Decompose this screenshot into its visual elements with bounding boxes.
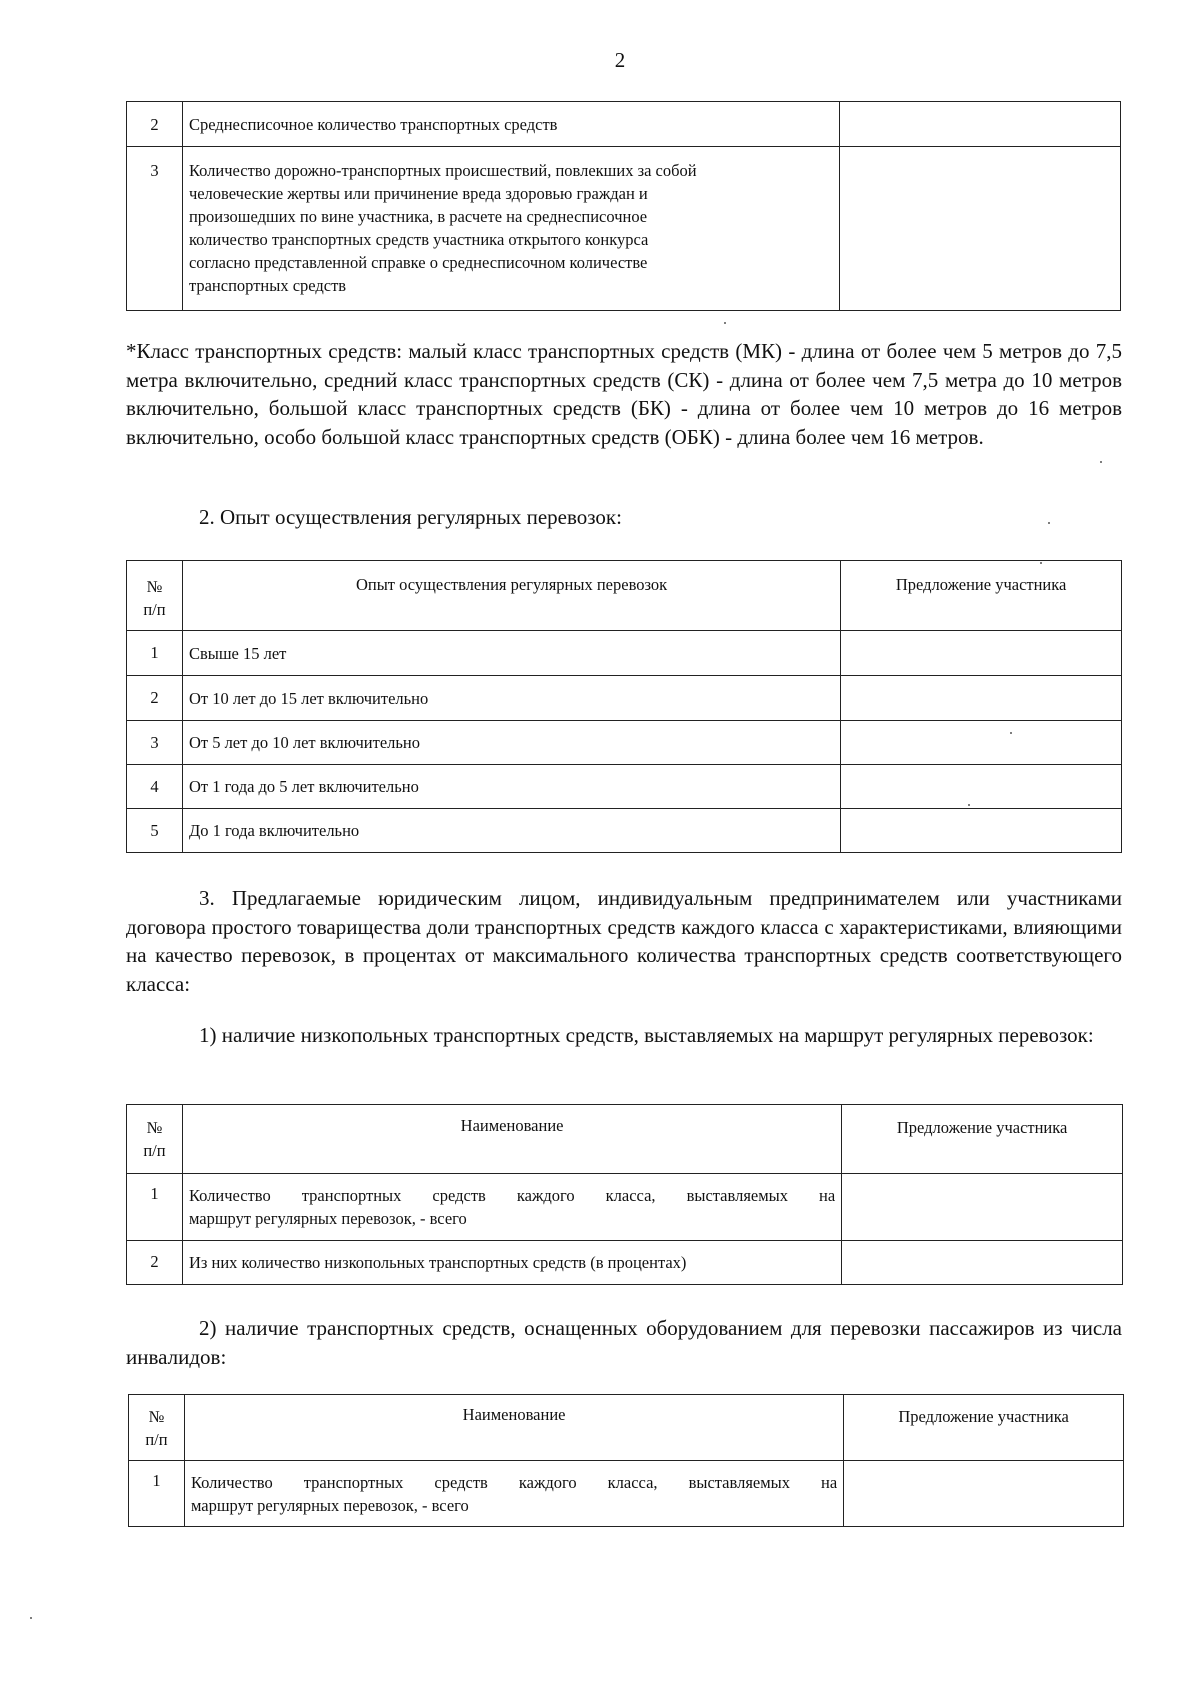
scan-speck	[1010, 732, 1012, 734]
row-text-line: человеческие жертвы или причинение вреда здоровью граждан и	[188, 184, 648, 203]
section-3-1-text: 1) наличие низкопольных транспортных средств, выставляемых на маршрут регулярных перевозок:	[199, 1023, 1094, 1047]
row-number: 1	[129, 1461, 185, 1527]
table-row	[127, 631, 1122, 676]
experience-table	[126, 560, 1122, 853]
row-number: 2	[127, 1241, 183, 1285]
table-header	[127, 561, 1122, 631]
row-number: 3	[127, 721, 183, 765]
row-number: 1	[127, 1174, 183, 1241]
table-row	[127, 147, 1121, 311]
table-row	[127, 809, 1122, 853]
scan-speck	[724, 322, 726, 324]
offer-cell[interactable]	[842, 1241, 1123, 1285]
section-3-2-text: 2) наличие транспортных средств, оснащенных оборудованием для перевозки пассажиров из числа инвалидов:	[126, 1316, 1122, 1369]
scan-speck	[1100, 461, 1102, 463]
row-text-line: маршрут регулярных перевозок, - всего	[188, 1209, 467, 1228]
table-header	[129, 1395, 1124, 1461]
header-offer: Предложение участника	[841, 561, 1122, 631]
footnote-vehicle-classes: *Класс транспортных средств: малый класс транспортных средств (МК) - длина от более чем 5 метров до 7,5 метра включительно, средний класс транспортных средств (СК) - длина от более чем 7,5 метра до 10 метров включительно, большой класс транспортных средств (БК) - длина от более чем 10 метров до 16 метров включительно, особо большой класс транспортных средств (ОБК) - длина более чем 16 метров.	[126, 339, 1122, 449]
offer-cell[interactable]	[841, 676, 1122, 721]
row-text	[182, 147, 839, 311]
row-number: 5	[127, 809, 183, 853]
row-text-line: маршрут регулярных перевозок, - всего	[190, 1496, 469, 1515]
row-text	[184, 1461, 843, 1527]
row-text: От 10 лет до 15 лет включительно	[182, 676, 840, 721]
row-text-line: количество транспортных средств участника открытого конкурса	[188, 230, 649, 249]
table-row	[127, 765, 1122, 809]
section-3-text: 3. Предлагаемые юридическим лицом, индивидуальным предпринимателем или участниками договора простого товарищества доли транспортных средств каждого класса с характеристиками, влияющими на качество перевозок, в процентах от максимального количества транспортных средств соответствующего класса:	[126, 886, 1122, 996]
row-number: 4	[127, 765, 183, 809]
low-floor-table	[126, 1104, 1123, 1285]
offer-cell[interactable]	[844, 1461, 1124, 1527]
table-row	[127, 1174, 1123, 1241]
scan-speck	[968, 804, 970, 806]
row-number: 2	[127, 676, 183, 721]
offer-cell[interactable]	[841, 765, 1122, 809]
section-2-heading: 2. Опыт осуществления регулярных перевозок:	[199, 505, 622, 529]
header-offer: Предложение участника	[842, 1105, 1123, 1174]
header-num: № п/п	[127, 561, 183, 631]
row-text-line: Количество дорожно-транспортных происшествий, повлекших за собой	[188, 161, 697, 180]
row-text: От 5 лет до 10 лет включительно	[182, 721, 840, 765]
table-row	[129, 1461, 1124, 1527]
disabled-equipment-table	[128, 1394, 1124, 1527]
offer-cell[interactable]	[842, 1174, 1123, 1241]
row-text-line: Количество транспортных средств каждого класса, выставляемых на	[188, 1186, 836, 1205]
row-number: 3	[127, 147, 183, 311]
row-number: 2	[127, 102, 183, 147]
table-row	[127, 1241, 1123, 1285]
offer-cell[interactable]	[840, 147, 1121, 311]
row-text: Свыше 15 лет	[182, 631, 840, 676]
offer-cell[interactable]	[840, 102, 1121, 147]
offer-cell[interactable]	[841, 631, 1122, 676]
row-text	[182, 1174, 841, 1241]
scan-speck	[1048, 522, 1050, 524]
header-offer: Предложение участника	[844, 1395, 1124, 1461]
header-experience: Опыт осуществления регулярных перевозок	[182, 561, 840, 631]
row-text-line: произошедших по вине участника, в расчете на среднесписочное	[188, 207, 648, 226]
table-row	[127, 102, 1121, 147]
row-text: Среднесписочное количество транспортных средств	[182, 102, 839, 147]
vehicles-table	[126, 101, 1121, 311]
table-header	[127, 1105, 1123, 1174]
header-num: № п/п	[127, 1105, 183, 1174]
header-name: Наименование	[182, 1105, 841, 1174]
row-text: Из них количество низкопольных транспортных средств (в процентах)	[182, 1241, 841, 1285]
row-text-line: транспортных средств	[188, 276, 347, 295]
header-name: Наименование	[184, 1395, 843, 1461]
row-text-line: согласно представленной справке о среднесписочном количестве	[188, 253, 648, 272]
row-number: 1	[127, 631, 183, 676]
table-row	[127, 721, 1122, 765]
scan-speck	[30, 1617, 32, 1619]
scan-speck	[1040, 562, 1042, 564]
row-text-line: Количество транспортных средств каждого класса, выставляемых на	[190, 1473, 838, 1492]
table-row	[127, 676, 1122, 721]
offer-cell[interactable]	[841, 809, 1122, 853]
offer-cell[interactable]	[841, 721, 1122, 765]
row-text: До 1 года включительно	[182, 809, 840, 853]
row-text: От 1 года до 5 лет включительно	[182, 765, 840, 809]
page-number: 2	[614, 48, 626, 72]
header-num: № п/п	[129, 1395, 185, 1461]
